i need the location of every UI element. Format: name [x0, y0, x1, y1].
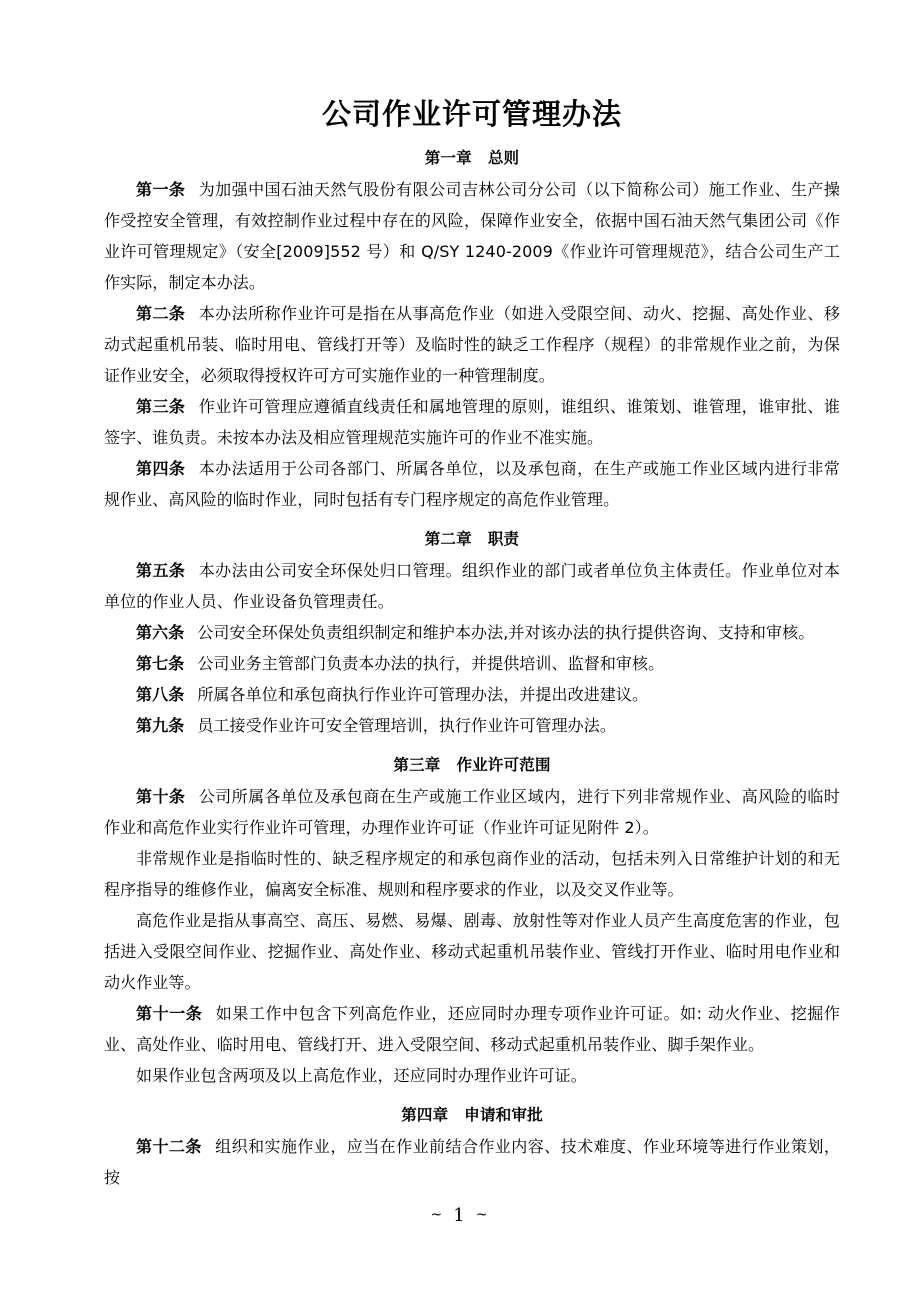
- article-label: 第一条: [136, 179, 186, 199]
- article-11: [104, 998, 840, 1060]
- article-10: [104, 781, 840, 843]
- article-label: 第七条: [136, 653, 185, 673]
- article-9: [104, 710, 840, 741]
- article-text: 如果工作中包含下列高危作业，还应同时办理专项作业许可证。如: 动火作业、挖掘作业、高处作业、临时用电、管线打开、进入受限空间、移动式起重机吊装作业、脚手架作业。: [104, 1003, 840, 1054]
- article-text: 公司所属各单位及承包商在生产或施工作业区域内，进行下列非常规作业、高风险的临时作业和高危作业实行作业许可管理，办理作业许可证（作业许可证见附件 2）。: [104, 786, 840, 837]
- article-text: 公司业务主管部门负责本办法的执行，并提供培训、监督和审核。: [197, 653, 665, 673]
- article-6: [104, 617, 840, 648]
- article-text: 作业许可管理应遵循直线责任和属地管理的原则，谁组织、谁策划、谁管理，谁审批、谁签字、谁负责。未按本办法及相应管理规范实施许可的作业不准实施。: [104, 396, 840, 447]
- article-label: 第十一条: [136, 1003, 203, 1023]
- article-text: 公司安全环保处负责组织制定和维护本办法,并对该办法的执行提供咨询、支持和审核。: [197, 622, 815, 642]
- article-10-note-2: 高危作业是指从事高空、高压、易燃、易爆、剧毒、放射性等对作业人员产生高度危害的作业，包括进入受限空间作业、挖掘作业、高处作业、移动式起重机吊装作业、管线打开作业、临时用电作业和动火作业等。: [104, 910, 840, 992]
- chapter-heading-2: [104, 515, 840, 555]
- article-8: [104, 679, 840, 710]
- article-2: [104, 298, 840, 391]
- article-text: 所属各单位和承包商执行作业许可管理办法，并提出改进建议。: [197, 684, 649, 704]
- article-5: [104, 555, 840, 617]
- article-label: 第五条: [136, 560, 186, 580]
- article-label: 第十条: [136, 786, 186, 806]
- article-label: 第三条: [136, 396, 186, 416]
- article-label: 第九条: [136, 715, 185, 735]
- chapter-number: 第三章: [393, 755, 441, 774]
- article-text: 本办法由公司安全环保处归口管理。组织作业的部门或者单位负主体责任。作业单位对本单位的作业人员、作业设备负管理责任。: [104, 560, 840, 611]
- document-content: [104, 0, 840, 1193]
- article-text: 本办法所称作业许可是指在从事高危作业（如进入受限空间、动火、挖掘、高处作业、移动式起重机吊装、临时用电、管线打开等）及临时性的缺乏工作程序（规程）的非常规作业之前，为保证作业安全，必须取得授权许可方可实施作业的一种管理制度。: [104, 303, 840, 385]
- chapter-name: 申请和审批: [464, 1105, 543, 1124]
- article-7: [104, 648, 840, 679]
- article-label: 第二条: [136, 303, 186, 323]
- article-label: 第十二条: [136, 1136, 202, 1156]
- chapter-heading-3: [104, 741, 840, 781]
- article-label: 第四条: [136, 458, 186, 478]
- article-text: 员工接受作业许可安全管理培训，执行作业许可管理办法。: [197, 715, 616, 735]
- chapter-name: 职责: [487, 529, 520, 548]
- article-label: 第八条: [136, 684, 185, 704]
- article-text: 组织和实施作业，应当在作业前结合作业内容、技术难度、作业环境等进行作业策划，按: [104, 1136, 840, 1187]
- article-4: [104, 453, 840, 515]
- footer-left-mark: ~: [430, 1207, 445, 1223]
- article-12: [104, 1131, 840, 1193]
- page-number: 1: [453, 1205, 467, 1226]
- article-3: [104, 391, 840, 453]
- footer-right-mark: ~: [475, 1207, 490, 1223]
- chapter-heading-4: [104, 1091, 840, 1131]
- article-1: [104, 174, 840, 298]
- chapter-number: 第四章: [401, 1105, 449, 1124]
- article-10-note-1: 非常规作业是指临时性的、缺乏程序规定的和承包商作业的活动，包括未列入日常维护计划的和无程序指导的维修作业，偏离安全标准、规则和程序要求的作业，以及交叉作业等。: [104, 848, 840, 899]
- chapter-heading-1: [104, 134, 840, 174]
- article-text: 本办法适用于公司各部门、所属各单位，以及承包商，在生产或施工作业区域内进行非常规作业、高风险的临时作业，同时包括有专门程序规定的高危作业管理。: [104, 458, 840, 509]
- page-footer: [0, 1205, 920, 1226]
- article-text: 为加强中国石油天然气股份有限公司吉林公司分公司（以下简称公司）施工作业、生产操作受控安全管理，有效控制作业过程中存在的风险，保障作业安全，依据中国石油天然气集团公司《作业许可管理规定》（安全[2009]552 号）和 Q/SY 1240-2009《作业许可管理规范》，结合公司生产工作实际，制定本办法。: [104, 179, 840, 292]
- chapter-number: 第二章: [424, 529, 472, 548]
- page-title: 公司作业许可管理办法: [321, 97, 622, 131]
- chapter-number: 第一章: [424, 148, 472, 167]
- chapter-name: 作业许可范围: [456, 755, 551, 774]
- article-11-note: 如果作业包含两项及以上高危作业，还应同时办理作业许可证。: [136, 1065, 587, 1085]
- chapter-name: 总则: [487, 148, 520, 167]
- article-label: 第六条: [136, 622, 185, 642]
